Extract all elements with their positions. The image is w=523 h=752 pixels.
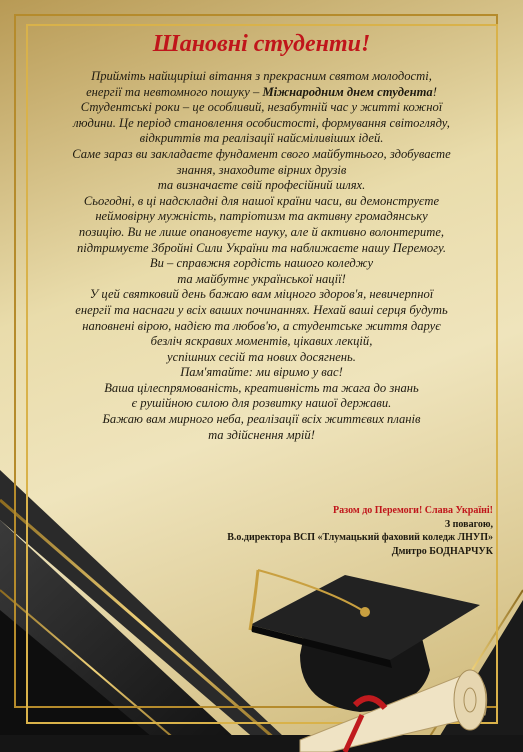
signature-block <box>227 504 493 558</box>
signer-position: В.о.директора ВСП «Тлумацький фаховий коледж ЛНУП» <box>227 532 493 543</box>
letter-line: Ви – справжня гордість нашого коледжу <box>149 256 374 271</box>
letter-line: Ваша цілеспрямованість, креативність та жага до знань <box>104 380 419 395</box>
slogan: Разом до Перемоги! Слава Україні! <box>333 505 493 516</box>
letter-line: Студентські роки – це особливий, незабутній час у житті кожної <box>80 100 443 115</box>
letter-line: людини. Це період становлення особистості, формування світогляду, <box>73 115 450 130</box>
letter-line: неймовірну мужність, патріотизм та активну громадянську <box>95 209 428 224</box>
letter-line: наповнені вірою, надією та любов'ю, а студентське життя дарує <box>82 318 441 333</box>
letter-line: відкриттів та реалізації найсміливіших ідей. <box>139 131 384 146</box>
letter-line: Саме зараз ви закладаєте фундамент свого майбутнього, здобуваєте <box>72 146 451 161</box>
greeting-letter <box>28 30 495 443</box>
letter-line: безліч яскравих моментів, цікавих лекцій, <box>150 334 373 349</box>
letter-line: знання, знаходите вірних друзів <box>176 162 347 177</box>
letter-line: У цей святковий день бажаю вам міцного здоров'я, невичерпної <box>89 287 434 302</box>
letter-line-holiday <box>28 85 495 101</box>
letter-body <box>28 69 495 443</box>
exclamation: ! <box>432 84 437 99</box>
signer-name: Дмитро БОДНАРЧУК <box>391 545 493 557</box>
letter-line: позицію. Ви не лише опановуєте науку, але й активно волонтерите, <box>78 224 445 239</box>
letter-line: енергії та наснаги у всіх ваших починаннях. Нехай ваші серця будуть <box>75 302 448 317</box>
letter-line: підтримуєте Збройні Сили України та наближаєте нашу Перемогу. <box>76 240 447 255</box>
letter-line: Пам'ятайте: ми віримо у вас! <box>180 365 343 380</box>
letter-line: Сьогодні, в ці надскладні для нашої країни часи, ви демонструєте <box>83 193 440 208</box>
letter-line: та майбутнє української нації! <box>177 271 346 286</box>
letter-line: Прийміть найщиріші вітання з прекрасним святом молодості, <box>91 69 432 83</box>
letter-line: та здійснення мрій! <box>208 427 315 442</box>
letter-line: є рушійною силою для розвитку нашої держави. <box>131 396 392 411</box>
letter-line-part: енергії та невтомного пошуку – <box>86 84 260 99</box>
letter-line: Бажаю вам мирного неба, реалізації всіх життєвих планів <box>102 412 421 427</box>
holiday-name: Міжнародним днем студента <box>262 84 433 99</box>
letter-title: Шановні студенти! <box>152 31 371 57</box>
regards: З повагою, <box>444 518 493 530</box>
letter-line: успішних сесій та нових досягнень. <box>167 349 356 364</box>
letter-line: та визначаєте свій професійний шлях. <box>157 178 366 193</box>
